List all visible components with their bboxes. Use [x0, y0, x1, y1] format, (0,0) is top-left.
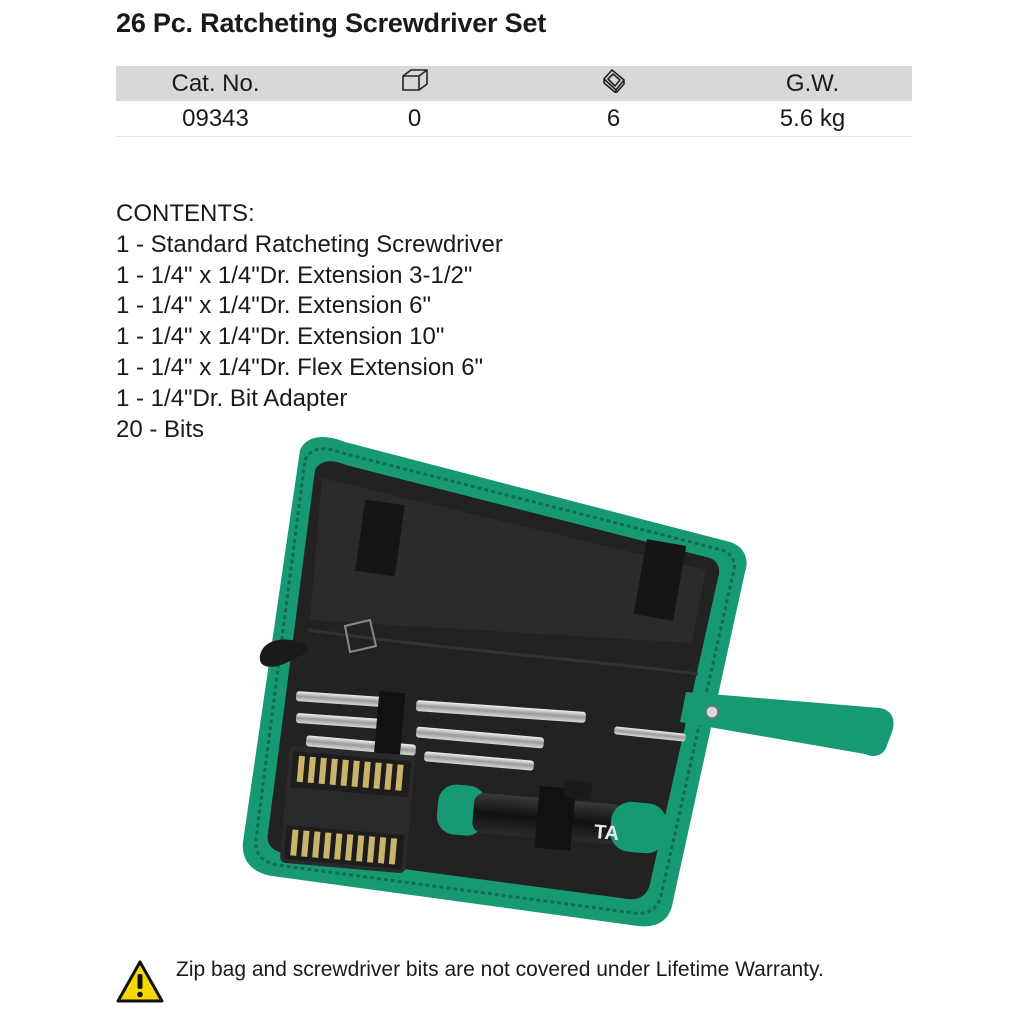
warranty-warning	[116, 956, 916, 1006]
spec-header-row	[116, 66, 912, 101]
contents-heading: CONTENTS:	[116, 200, 255, 227]
spec-table	[116, 66, 912, 137]
carton-qty-value: 6	[514, 101, 713, 137]
inner-box-icon	[400, 67, 430, 100]
cat-no-value: 09343	[116, 101, 315, 137]
contents-list	[116, 230, 676, 446]
carton-box-icon	[599, 67, 629, 100]
product-photo	[210, 430, 910, 940]
list-item: 1 - 1/4" x 1/4"Dr. Flex Extension 6"	[116, 353, 484, 381]
product-title: 26 Pc. Ratcheting Screwdriver Set	[116, 8, 547, 38]
inner-box-qty-value: 0	[315, 101, 514, 137]
list-item: 1 - 1/4"Dr. Bit Adapter	[116, 384, 348, 412]
warning-text: Zip bag and screwdriver bits are not covered under Lifetime Warranty.	[176, 958, 824, 981]
list-item: 1 - 1/4" x 1/4"Dr. Extension 3-1/2"	[116, 261, 473, 289]
spec-header-inner-box	[315, 66, 514, 101]
list-item: 1 - 1/4" x 1/4"Dr. Extension 6"	[116, 292, 432, 320]
contents-section	[116, 199, 676, 445]
spec-header-gross-weight	[713, 66, 912, 101]
spec-header-cat-no	[116, 66, 315, 101]
list-item: 1 - 1/4" x 1/4"Dr. Extension 10"	[116, 323, 445, 351]
warning-triangle-icon	[116, 960, 164, 1009]
gross-weight-value: 5.6 kg	[713, 101, 912, 137]
list-item: 20 - Bits	[116, 415, 205, 443]
brand-mark: TA	[593, 821, 621, 846]
spec-header-label: Cat. No.	[171, 69, 260, 97]
list-item: 1 - Standard Ratcheting Screwdriver	[116, 230, 503, 258]
spec-value-row	[116, 101, 912, 137]
spec-header-label: G.W.	[785, 69, 840, 97]
spec-header-carton-box	[514, 66, 713, 101]
